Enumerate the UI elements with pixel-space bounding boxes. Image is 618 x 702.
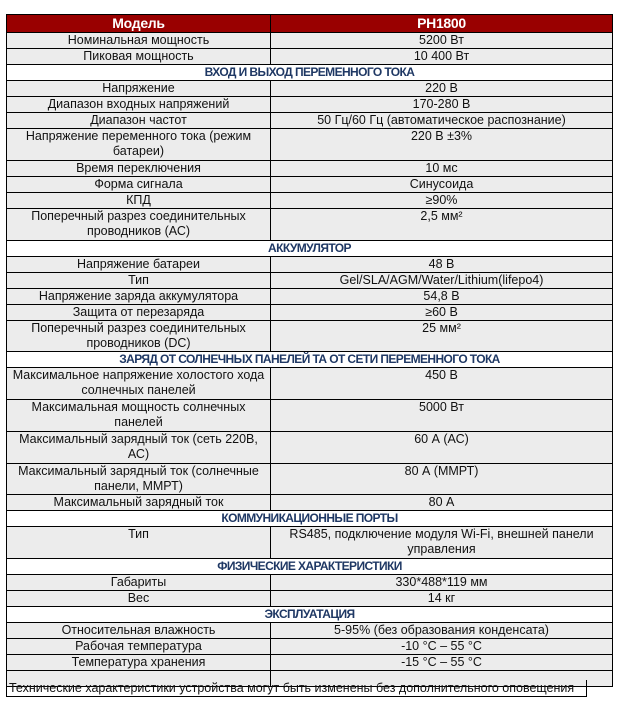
table-row xyxy=(7,495,613,511)
table-row xyxy=(7,81,613,97)
row-label: Напряжение заряда аккумулятора xyxy=(7,289,271,305)
table-row xyxy=(7,655,613,671)
row-value: 330*488*119 мм xyxy=(271,575,613,591)
row-value: 220 В ±3% xyxy=(271,129,613,161)
table-row xyxy=(7,575,613,591)
table-row xyxy=(7,129,613,161)
row-label: Максимальный зарядный ток (солнечные панели, ММРТ) xyxy=(7,464,271,495)
row-value: -10 °C – 55 °C xyxy=(271,639,613,655)
table-header-row xyxy=(7,15,613,33)
table-row xyxy=(7,97,613,113)
header-label: Модель xyxy=(7,15,271,33)
row-label: Максимальное напряжение холостого хода солнечных панелей xyxy=(7,368,271,400)
row-label: Относительная влажность xyxy=(7,623,271,639)
section-header xyxy=(7,241,613,257)
section-title: АККУМУЛЯТОР xyxy=(7,241,613,257)
row-label: Максимальный зарядный ток (сеть 220В, АС) xyxy=(7,432,271,464)
table-row xyxy=(7,639,613,655)
row-label: Максимальный зарядный ток xyxy=(7,495,271,511)
table-row xyxy=(7,623,613,639)
row-label: Защита от перезаряда xyxy=(7,305,271,321)
table-row xyxy=(7,368,613,400)
row-label: Максимальная мощность солнечных панелей xyxy=(7,400,271,432)
row-label: Рабочая температура xyxy=(7,639,271,655)
section-header xyxy=(7,511,613,527)
row-value: 10 мс xyxy=(271,161,613,177)
table-row xyxy=(7,273,613,289)
section-title: ЗАРЯД ОТ СОЛНЕЧНЫХ ПАНЕЛЕЙ ТА ОТ СЕТИ ПЕРЕМЕННОГО ТОКА xyxy=(7,352,613,368)
table-row xyxy=(7,161,613,177)
section-header xyxy=(7,352,613,368)
table-row xyxy=(7,113,613,129)
table-row xyxy=(7,177,613,193)
row-value: 5-95% (без образования конденсата) xyxy=(271,623,613,639)
footer-note: Технические характеристики устройства могут быть изменены без дополнительного оповещения xyxy=(6,680,587,697)
section-header xyxy=(7,65,613,81)
spec-table xyxy=(6,14,613,687)
table-row xyxy=(7,257,613,273)
row-value: 80 А xyxy=(271,495,613,511)
section-header xyxy=(7,559,613,575)
table-row xyxy=(7,591,613,607)
row-value: 60 А (АС) xyxy=(271,432,613,464)
row-label: Диапазон входных напряжений xyxy=(7,97,271,113)
table-row xyxy=(7,400,613,432)
row-label: Напряжение батареи xyxy=(7,257,271,273)
row-value: RS485, подключение модуля Wi-Fi, внешней панели управления xyxy=(271,527,613,559)
row-value: ≥60 В xyxy=(271,305,613,321)
row-value: 5000 Вт xyxy=(271,400,613,432)
row-label: Напряжение xyxy=(7,81,271,97)
row-value: 10 400 Вт xyxy=(271,49,613,65)
table-row xyxy=(7,464,613,495)
row-value: 48 В xyxy=(271,257,613,273)
table-row xyxy=(7,321,613,352)
row-value: 170-280 В xyxy=(271,97,613,113)
row-value: 25 мм² xyxy=(271,321,613,352)
row-label: Пиковая мощность xyxy=(7,49,271,65)
row-value: ≥90% xyxy=(271,193,613,209)
row-value: 220 В xyxy=(271,81,613,97)
table-row xyxy=(7,527,613,559)
row-label: Температура хранения xyxy=(7,655,271,671)
section-header xyxy=(7,607,613,623)
table-row xyxy=(7,193,613,209)
row-value: -15 °C – 55 °C xyxy=(271,655,613,671)
row-label: КПД xyxy=(7,193,271,209)
table-row xyxy=(7,289,613,305)
row-value: 450 В xyxy=(271,368,613,400)
row-label: Диапазон частот xyxy=(7,113,271,129)
table-row xyxy=(7,33,613,49)
row-label: Габариты xyxy=(7,575,271,591)
row-label: Поперечный разрез соединительных проводников (АС) xyxy=(7,209,271,241)
row-label: Напряжение переменного тока (режим батареи) xyxy=(7,129,271,161)
section-title: ЭКСПЛУАТАЦИЯ xyxy=(7,607,613,623)
row-label: Номинальная мощность xyxy=(7,33,271,49)
row-label: Тип xyxy=(7,273,271,289)
row-label: Форма сигнала xyxy=(7,177,271,193)
row-label: Вес xyxy=(7,591,271,607)
row-value: Gel/SLA/AGM/Water/Lithium(lifepo4) xyxy=(271,273,613,289)
header-model: PH1800 xyxy=(271,15,613,33)
row-value: 50 Гц/60 Гц (автоматическое распознание) xyxy=(271,113,613,129)
row-value: 54,8 В xyxy=(271,289,613,305)
row-value: 5200 Вт xyxy=(271,33,613,49)
section-title: ВХОД И ВЫХОД ПЕРЕМЕННОГО ТОКА xyxy=(7,65,613,81)
section-title: ФИЗИЧЕСКИЕ ХАРАКТЕРИСТИКИ xyxy=(7,559,613,575)
row-value: 14 кг xyxy=(271,591,613,607)
row-label: Время переключения xyxy=(7,161,271,177)
row-value: 2,5 мм² xyxy=(271,209,613,241)
row-label: Поперечный разрез соединительных проводников (DC) xyxy=(7,321,271,352)
table-row xyxy=(7,432,613,464)
row-value: 80 А (ММРТ) xyxy=(271,464,613,495)
table-row xyxy=(7,209,613,241)
table-row xyxy=(7,49,613,65)
table-row xyxy=(7,305,613,321)
section-title: КОММУНИКАЦИОННЫЕ ПОРТЫ xyxy=(7,511,613,527)
row-value: Синусоида xyxy=(271,177,613,193)
row-label: Тип xyxy=(7,527,271,559)
